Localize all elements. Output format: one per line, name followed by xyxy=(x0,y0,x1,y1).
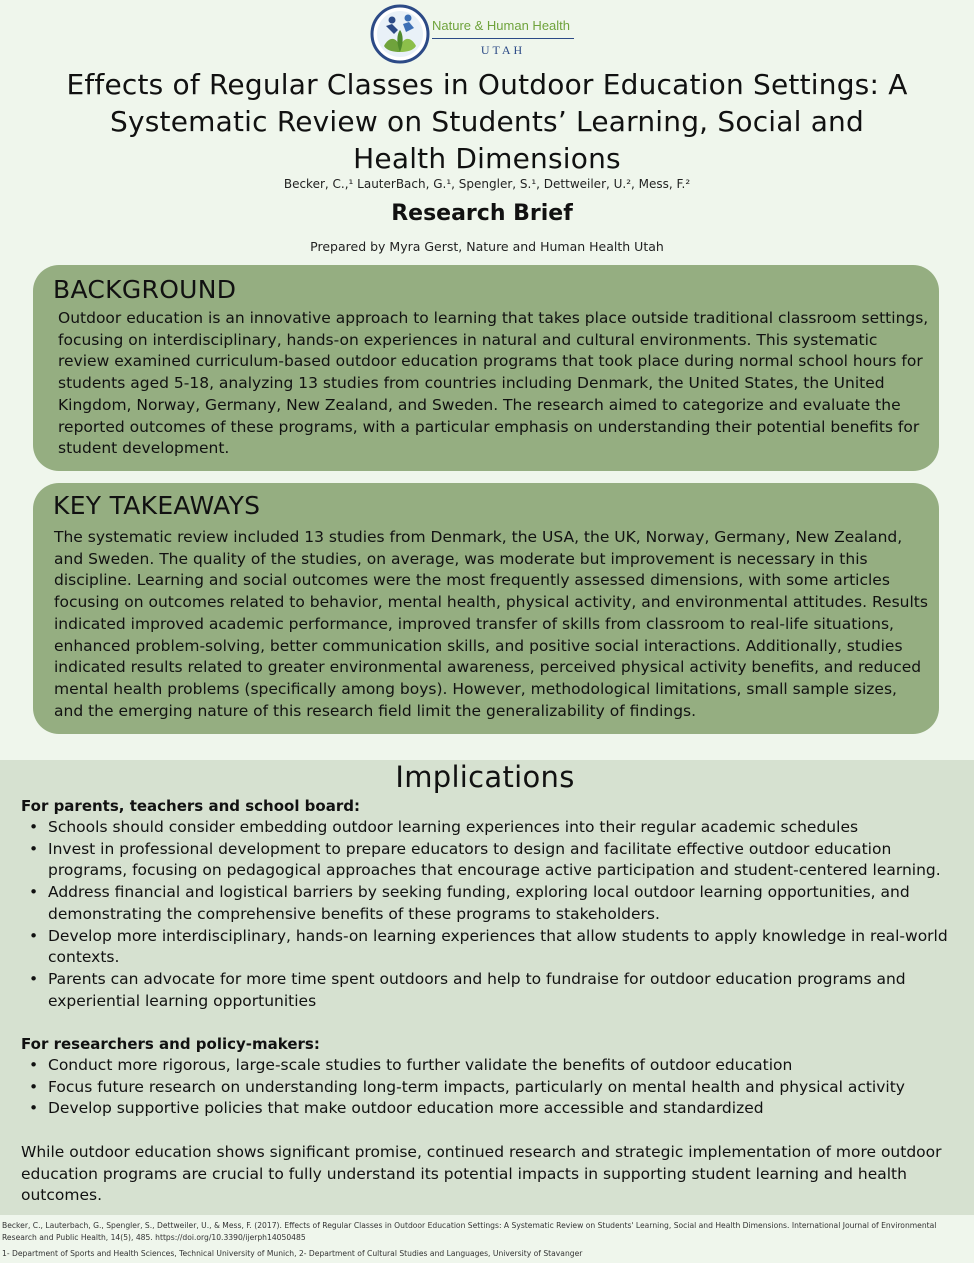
background-card xyxy=(33,265,939,471)
list-item: • Address financial and logistical barriers by seeking funding, exploring local outdoor learning opportunities, and demonstrating the comprehensive benefits of these programs to stakeholders. xyxy=(48,882,958,925)
key-takeaways-heading: KEY TAKEAWAYS xyxy=(53,491,261,520)
researchers-policy-list xyxy=(48,1055,958,1120)
implications-heading: Implications xyxy=(395,760,575,794)
nature-human-health-logo xyxy=(370,4,580,66)
page-title: Effects of Regular Classes in Outdoor Education Settings: A Systematic Review on Students’ Learning, Social and Health Dimensions xyxy=(66,68,908,175)
closing-statement: While outdoor education shows significant promise, continued research and strategic implementation of more outdoor education programs are crucial to fully understand its potential impacts in supporting student learning and health outcomes. xyxy=(21,1143,942,1205)
list-item: • Develop supportive policies that make outdoor education more accessible and standardized xyxy=(48,1098,958,1120)
prepared-by-line: Prepared by Myra Gerst, Nature and Human Health Utah xyxy=(310,239,664,254)
affiliations-footnote: 1- Department of Sports and Health Sciences, Technical University of Munich, 2- Department of Cultural Studies and Languages, University of Stavanger xyxy=(2,1249,583,1258)
list-item: • Parents can advocate for more time spent outdoors and help to fundraise for outdoor education programs and experiential learning opportunities xyxy=(48,969,958,1012)
list-item: • Invest in professional development to prepare educators to design and facilitate effective outdoor education programs, focusing on pedagogical approaches that encourage active participation and student-centered learning. xyxy=(48,839,958,882)
list-item: • Schools should consider embedding outdoor learning experiences into their regular academic schedules xyxy=(48,817,958,839)
logo-subtitle: UTAH xyxy=(480,43,526,57)
logo-title: Nature & Human Health xyxy=(432,18,571,33)
researchers-policy-heading: For researchers and policy-makers: xyxy=(21,1035,320,1053)
logo-emblem-icon xyxy=(370,4,430,64)
implications-section xyxy=(0,760,974,1215)
background-body: Outdoor education is an innovative approach to learning that takes place outside traditional classroom settings, focusing on interdisciplinary, hands-on experiences in natural and cultural environments. This systematic review examined curriculum-based outdoor education programs that took place during normal school hours for students aged 5-18, analyzing 13 studies from countries including Denmark, the United States, the United Kingdom, Norway, Germany, New Zealand, and Sweden. The research aimed to categorize and evaluate the reported outcomes of these programs, with a particular emphasis on understanding their potential benefits for student development. xyxy=(58,309,929,458)
key-takeaways-card xyxy=(33,483,939,734)
citation-footer: Becker, C., Lauterbach, G., Spengler, S., Dettweiler, U., & Mess, F. (2017). Effects of Regular Classes in Outdoor Education Settings: A Systematic Review on Students' Learning, Social and Health Dimensions. International Journal of Environmental Research and Public Health, 14(5), 485. https://doi.org/10.3390/ijerph14050485 xyxy=(2,1221,937,1242)
parents-teachers-heading: For parents, teachers and school board: xyxy=(21,797,360,815)
key-takeaways-body: The systematic review included 13 studies from Denmark, the USA, the UK, Norway, Germany, New Zealand, and Sweden. The quality of the studies, on average, was moderate but improvement is necessary in this discipline. Learning and social outcomes were the most frequently assessed dimensions, with some articles focusing on outcomes related to behavior, mental health, physical activity, and environmental attitudes. Results indicated improved academic performance, improved transfer of skills from classroom to real-life situations, enhanced problem-solving, better communication skills, and positive social interactions. Additionally, studies indicated results related to greater environmental awareness, perceived physical activity benefits, and reduced mental health problems (specifically among boys). However, methodological limitations, small sample sizes, and the emerging nature of this research field limit the generalizability of findings. xyxy=(54,528,928,720)
logo-divider xyxy=(432,38,574,39)
list-item: • Develop more interdisciplinary, hands-on learning experiences that allow students to apply knowledge in real-world contexts. xyxy=(48,926,958,969)
research-brief-label: Research Brief xyxy=(391,201,573,226)
list-item: • Conduct more rigorous, large-scale studies to further validate the benefits of outdoor education xyxy=(48,1055,958,1077)
authors-line: Becker, C.,¹ LauterBach, G.¹, Spengler, S.¹, Dettweiler, U.², Mess, F.² xyxy=(283,177,691,191)
background-heading: BACKGROUND xyxy=(53,275,237,304)
list-item: • Focus future research on understanding long-term impacts, particularly on mental health and physical activity xyxy=(48,1077,958,1099)
parents-teachers-list xyxy=(48,817,958,1012)
